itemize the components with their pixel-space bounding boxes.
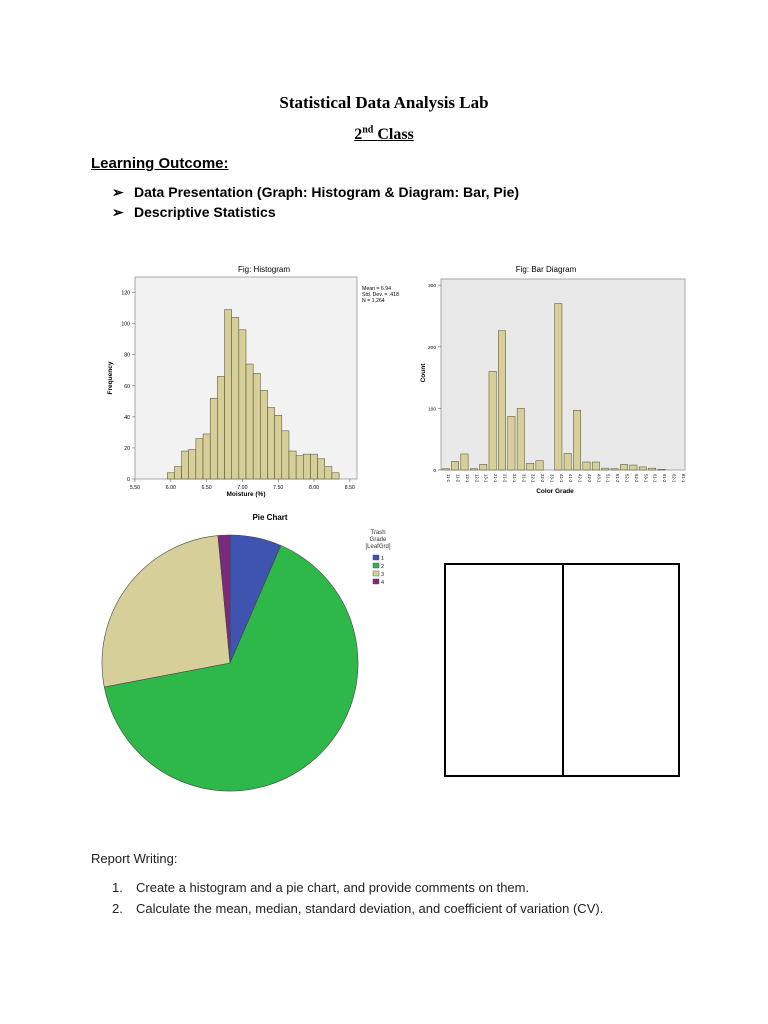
bar-diagram-bar — [526, 463, 533, 470]
histogram-x-tick-label: 7.00 — [237, 485, 248, 491]
bar-diagram-bar — [573, 410, 580, 470]
bar-diagram-bar — [508, 416, 515, 470]
pie-legend-title: Grade — [369, 537, 387, 543]
histogram-y-tick-label: 60 — [124, 383, 130, 390]
bar-diagram-bar — [470, 469, 477, 470]
bar-diagram-bar — [602, 468, 609, 470]
histogram-stat: Mean = 6.94 — [362, 286, 391, 292]
histogram-bar — [196, 439, 203, 479]
histogram-bar — [217, 376, 224, 479]
pie-legend-label: 4 — [381, 580, 385, 586]
empty-answer-box — [444, 563, 680, 777]
report-item-number: 2. — [112, 901, 123, 916]
histogram-chart — [100, 258, 400, 503]
pie-legend-swatch — [373, 571, 379, 576]
bar-diagram-bar — [442, 469, 449, 470]
histogram-title: Fig: Histogram — [237, 265, 291, 274]
histogram-x-tick-label: 6.00 — [165, 485, 176, 491]
histogram-stat: N = 1,264 — [362, 298, 385, 304]
histogram-bar — [296, 456, 303, 479]
subtitle-number: 2 — [354, 126, 363, 144]
bar-diagram-bar — [648, 468, 655, 470]
histogram-y-tick-label: 120 — [121, 290, 130, 297]
bar-diagram-bar — [639, 467, 646, 470]
bar-diagram-bar — [489, 371, 496, 470]
bar-diagram-bar — [461, 454, 468, 470]
bar-diagram-x-tick-label: 31-2 — [521, 474, 527, 483]
page-subtitle — [0, 125, 768, 144]
histogram-bar — [332, 473, 339, 479]
histogram-bar — [246, 364, 253, 479]
pie-legend-label: 3 — [381, 572, 385, 578]
bar-diagram-plot-area — [441, 279, 685, 470]
bar-diagram-x-tick-label: 43-1 — [596, 474, 602, 483]
bar-diagram-chart — [415, 258, 700, 503]
pie-legend — [365, 530, 390, 586]
bar-diagram-x-tick-label: 12-2 — [474, 474, 480, 483]
bar-diagram-x-tick-label: 12-1 — [464, 474, 470, 483]
report-item — [112, 901, 603, 916]
bar-diagram-x-tick-label: 61-2 — [662, 474, 668, 483]
histogram-bar — [232, 317, 239, 479]
bar-diagram-bar — [583, 462, 590, 470]
bar-diagram-y-label: Count — [420, 363, 427, 383]
histogram-bar — [174, 467, 181, 479]
histogram-y-tick-label: 40 — [124, 414, 130, 421]
histogram-bar — [203, 434, 210, 479]
bar-diagram-x-tick-label: 41-1 — [558, 474, 564, 483]
histogram-y-tick-label: 80 — [124, 352, 130, 359]
bar-diagram-x-tick-label: 52-2 — [633, 474, 639, 483]
histogram-x-ticks — [130, 479, 355, 491]
histogram-bar — [310, 454, 317, 479]
report-item-text: Calculate the mean, median, standard deviation, and coefficient of variation (CV). — [136, 901, 604, 916]
bar-diagram-x-tick-label: 11-2 — [455, 474, 461, 483]
histogram-stat: Std. Dev. = .418 — [362, 292, 399, 298]
histogram-bar — [318, 459, 325, 479]
report-item-number: 1. — [112, 880, 123, 895]
pie-legend-label: 2 — [381, 564, 385, 570]
histogram-x-label: Moisture (%) — [226, 491, 266, 498]
histogram-bar — [225, 310, 232, 479]
histogram-y-label: Frequency — [107, 361, 114, 395]
histogram-y-tick-label: 20 — [124, 445, 130, 452]
box-divider — [562, 565, 564, 775]
bar-diagram-y-tick-label: 100 — [427, 407, 436, 413]
histogram-y-ticks — [121, 291, 135, 483]
histogram-x-tick-label: 8.00 — [308, 485, 320, 491]
histogram-bar — [167, 473, 174, 479]
arrow-bullet-icon: ➢ — [112, 204, 124, 220]
bar-diagram-x-tick-label: 11-1 — [446, 474, 452, 483]
histogram-bar — [210, 398, 217, 479]
histogram-bar — [189, 449, 196, 479]
bar-diagram-x-tick-label: 32-2 — [540, 474, 546, 483]
learning-outcome-heading: Learning Outcome: — [91, 155, 229, 172]
report-item-text: Create a histogram and a pie chart, and provide comments on them. — [136, 880, 530, 895]
bar-diagram-x-tick-label: 61-1 — [652, 474, 658, 483]
histogram-x-tick-label: 5.50 — [129, 485, 141, 491]
report-writing-heading: Report Writing: — [91, 851, 178, 866]
histogram-x-tick-label: 8.50 — [344, 485, 355, 491]
bar-diagram-x-tick-label: 21-1 — [493, 474, 499, 483]
histogram-bar — [289, 451, 296, 479]
bar-diagram-x-tick-label: 33-1 — [549, 474, 555, 483]
bar-diagram-x-label: Color Grade — [536, 488, 574, 495]
subtitle-superscript: nd — [362, 125, 374, 136]
bar-diagram-x-tick-label: 31-1 — [511, 474, 517, 483]
bar-diagram-bar — [480, 464, 487, 470]
bar-diagram-x-tick-label: 51-1 — [605, 474, 611, 483]
bar-diagram-bar — [630, 465, 637, 470]
histogram-y-tick-label: 0 — [127, 477, 130, 483]
histogram-bar — [275, 415, 282, 479]
pie-legend-title: Trash — [370, 530, 386, 536]
bar-diagram-bar — [555, 304, 562, 470]
bar-diagram-y-tick-label: 200 — [427, 345, 436, 351]
pie-legend-swatch — [373, 555, 379, 560]
pie-chart-title: Pie Chart — [252, 513, 288, 522]
bar-diagram-title: Fig: Bar Diagram — [515, 265, 577, 274]
arrow-bullet-icon: ➢ — [112, 184, 124, 200]
learning-outcome-text: Data Presentation (Graph: Histogram & Diagram: Bar, Pie) — [134, 184, 520, 200]
histogram-bar — [182, 451, 189, 479]
bar-diagram-x-tick-label: 51-2 — [615, 474, 621, 483]
histogram-x-tick-label: 6.50 — [201, 485, 212, 491]
histogram-y-tick-label: 100 — [121, 321, 130, 328]
bar-diagram-y-ticks — [428, 283, 441, 474]
pie-legend-label: 1 — [381, 556, 385, 562]
bar-diagram-x-tick-label: 62-1 — [671, 474, 677, 483]
page-title: Statistical Data Analysis Lab — [279, 93, 489, 112]
learning-outcome-text: Descriptive Statistics — [134, 204, 276, 220]
histogram-bar — [253, 373, 260, 479]
bar-diagram-y-tick-label: 0 — [433, 469, 436, 474]
learning-outcome-item — [112, 204, 276, 221]
pie-legend-title: [LeafGrd] — [365, 544, 391, 550]
pie-slices — [102, 535, 358, 791]
bar-diagram-bar — [611, 469, 618, 470]
pie-legend-swatch — [373, 563, 379, 568]
bar-diagram-x-tick-label: 42-2 — [586, 474, 592, 483]
bar-diagram-bar — [592, 462, 599, 470]
histogram-bar — [239, 330, 246, 479]
histogram-bar — [303, 454, 310, 479]
bar-diagram-x-tick-label: 32-1 — [530, 474, 536, 483]
histogram-bar — [267, 408, 274, 479]
bar-diagram-bar — [620, 464, 627, 470]
learning-outcome-item — [112, 184, 519, 201]
bar-diagram-x-ticks — [446, 474, 686, 483]
histogram-x-tick-label: 7.50 — [273, 485, 284, 491]
bar-diagram-bar — [564, 453, 571, 470]
bar-diagram-x-tick-label: 41-2 — [568, 474, 574, 483]
histogram-bar — [282, 431, 289, 479]
pie-slice — [102, 536, 230, 687]
bar-diagram-x-tick-label: 53-1 — [643, 474, 649, 483]
bar-diagram-x-tick-label: 13-1 — [483, 474, 489, 483]
pie-legend-swatch — [373, 579, 379, 584]
bar-diagram-x-tick-label: 21-2 — [502, 474, 508, 483]
pie-chart — [95, 506, 425, 801]
bar-diagram-bar — [451, 461, 458, 470]
bar-diagram-y-tick-label: 300 — [427, 284, 436, 290]
bar-diagram-bar — [536, 461, 543, 470]
report-item — [112, 880, 529, 895]
bar-diagram-bar — [498, 331, 505, 470]
bar-diagram-x-tick-label: 52-1 — [624, 474, 630, 483]
bar-diagram-bar — [517, 408, 524, 470]
bar-diagram-bar — [658, 469, 665, 470]
subtitle-word: Class — [377, 126, 414, 144]
histogram-bar — [325, 467, 332, 479]
bar-diagram-x-tick-label: 42-1 — [577, 474, 583, 483]
histogram-bar — [260, 390, 267, 479]
bar-diagram-x-tick-label: 81-1 — [680, 474, 686, 483]
